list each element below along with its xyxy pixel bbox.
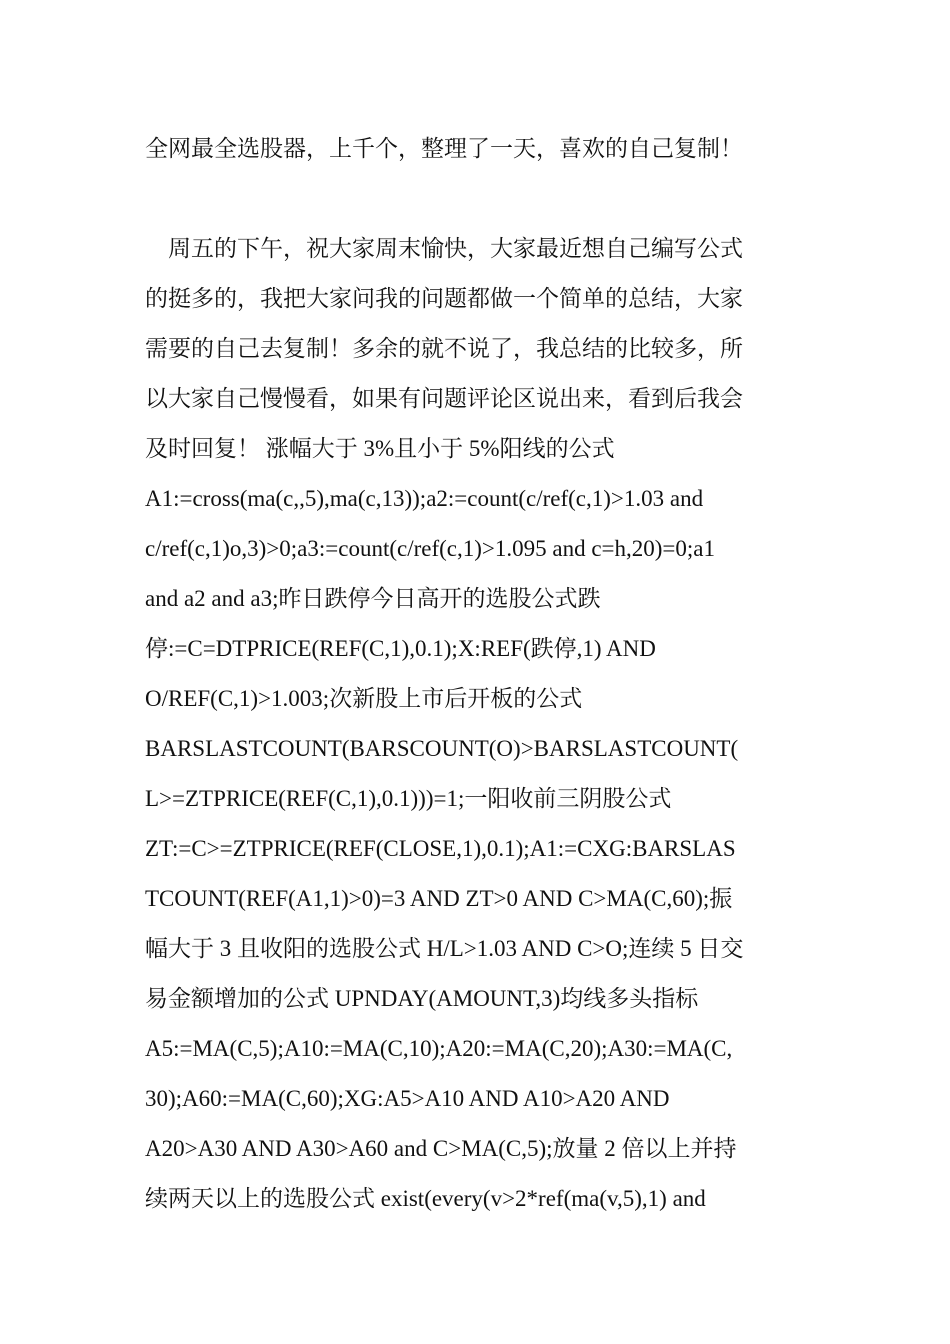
body-line: 需要的自己去复制！多余的就不说了，我总结的比较多，所 [145, 336, 743, 361]
body-line: 以大家自己慢慢看，如果有问题评论区说出来，看到后我会 [145, 386, 743, 411]
body-line: c/ref(c,1)o,3)>0;a3:=count(c/ref(c,1)>1.095 and c=h,20)=0;a1 [145, 536, 715, 561]
body-line: 续两天以上的选股公式 exist(every(v>2*ref(ma(v,5),1) and [145, 1186, 706, 1211]
document-body [145, 229, 825, 1229]
body-line: 30);A60:=MA(C,60);XG:A5>A10 AND A10>A20 AND [145, 1086, 670, 1111]
body-line: A20>A30 AND A30>A60 and C>MA(C,5);放量 2 倍以上并持 [145, 1136, 737, 1161]
body-line: 周五的下午，祝大家周末愉快，大家最近想自己编写公式 [145, 236, 743, 261]
body-line: L>=ZTPRICE(REF(C,1),0.1)))=1;一阳收前三阴股公式 [145, 786, 672, 811]
body-line: BARSLASTCOUNT(BARSCOUNT(O)>BARSLASTCOUNT( [145, 736, 739, 761]
body-line: 及时回复！ 涨幅大于 3%且小于 5%阳线的公式 [145, 436, 615, 461]
body-line: 易金额增加的公式 UPNDAY(AMOUNT,3)均线多头指标 [145, 986, 699, 1011]
body-line: 停:=C=DTPRICE(REF(C,1),0.1);X:REF(跌停,1) AND [145, 636, 656, 661]
body-line: A5:=MA(C,5);A10:=MA(C,10);A20:=MA(C,20);A30:=MA(C, [145, 1036, 733, 1061]
body-line: A1:=cross(ma(c,,5),ma(c,13));a2:=count(c/ref(c,1)>1.03 and [145, 486, 704, 511]
body-line: 幅大于 3 且收阳的选股公式 H/L>1.03 AND C>O;连续 5 日交 [145, 936, 744, 961]
body-line: and a2 and a3;昨日跌停今日高开的选股公式跌 [145, 586, 601, 611]
body-line: ZT:=C>=ZTPRICE(REF(CLOSE,1),0.1);A1:=CXG:BARSLAS [145, 836, 736, 861]
body-line: TCOUNT(REF(A1,1)>0)=3 AND ZT>0 AND C>MA(C,60);振 [145, 886, 733, 911]
body-line: O/REF(C,1)>1.003;次新股上市后开板的公式 [145, 686, 583, 711]
document-title: 全网最全选股器，上千个，整理了一天，喜欢的自己复制！ [145, 136, 743, 162]
body-line: 的挺多的，我把大家问我的问题都做一个简单的总结，大家 [145, 286, 743, 311]
